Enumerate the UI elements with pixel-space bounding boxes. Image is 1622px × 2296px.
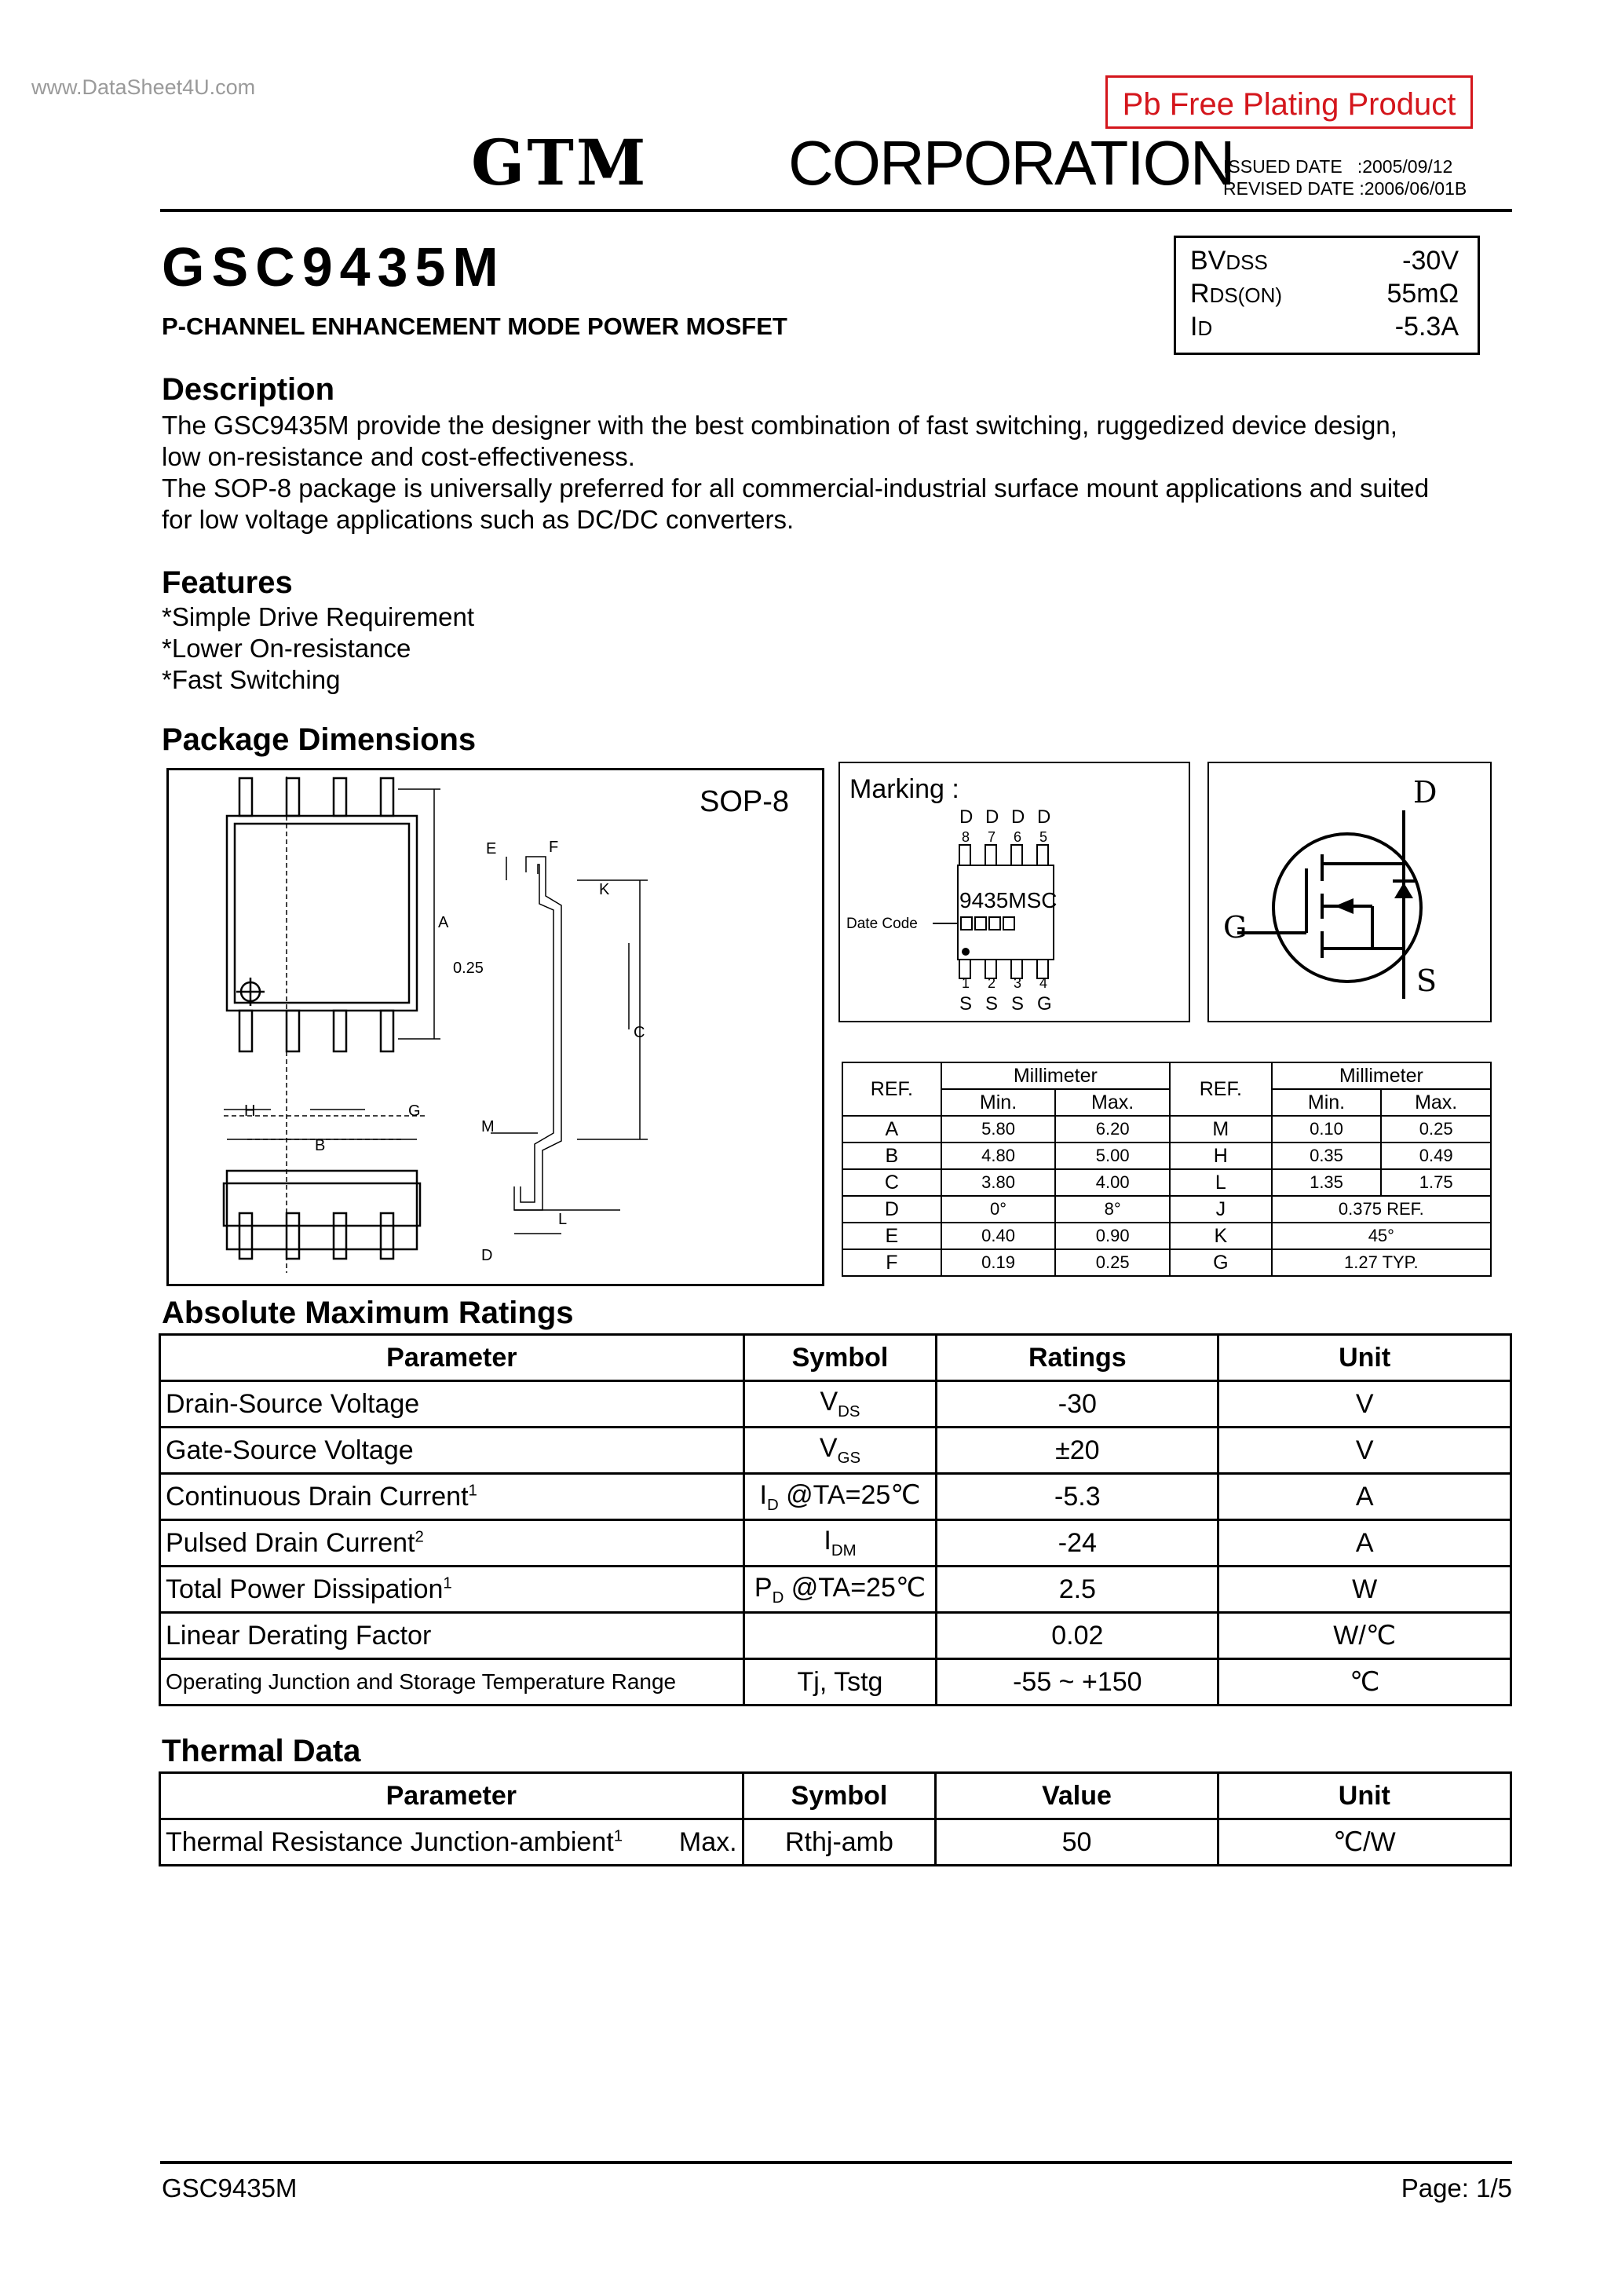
marking-box (838, 762, 1190, 1022)
footer-rule (160, 2161, 1512, 2164)
page-number: Page: 1/5 (1401, 2174, 1512, 2203)
header-rule (160, 209, 1512, 212)
thermal-table (159, 1771, 1512, 1866)
part-subtitle: P-CHANNEL ENHANCEMENT MODE POWER MOSFET (162, 313, 787, 340)
marking-code: 9435MSC (959, 888, 1058, 912)
table-row: Pulsed Drain Current$^2$ $I_{DM}$ -24 A (160, 1520, 1511, 1567)
table-row: Drain-Source Voltage $V_{DS}$ -30 V (160, 1381, 1511, 1428)
svg-text:S: S (1416, 963, 1438, 998)
table-row: F 0.19 0.25 G 1.27 TYP. (842, 1249, 1491, 1276)
svg-text:S: S (985, 993, 999, 1015)
svg-text:D: D (481, 1247, 493, 1264)
svg-text:2: 2 (988, 975, 996, 991)
corporation-label: CORPORATION (788, 128, 1234, 198)
svg-text:S: S (1011, 993, 1025, 1015)
svg-text:1: 1 (962, 975, 970, 991)
amr-table (159, 1333, 1512, 1706)
svg-text:B: B (315, 1137, 326, 1154)
spec-row: RDS(ON) 55mΩ (1190, 279, 1459, 309)
part-number: GSC9435M (162, 236, 506, 298)
svg-text:3: 3 (1014, 975, 1022, 991)
pb-free-badge: Pb Free Plating Product (1105, 75, 1473, 129)
description-text: The GSC9435M provide the designer with the best combination of fast switching, ruggedized device design, low on-resistance and cost-effectiveness. The SOP-8 package is universally preferred for all commercial-industrial surface mount applications and suited for low voltage applications such as DC/DC converters. (162, 411, 1430, 534)
table-row: A 5.80 6.20 M 0.10 0.25 (842, 1116, 1491, 1143)
svg-text:D: D (985, 806, 999, 828)
thermal-heading: Thermal Data (162, 1734, 361, 1768)
table-row: Total Power Dissipation$^1$ $P_D$ @TA=25℃ 2.5 W (160, 1567, 1511, 1613)
svg-text:D: D (959, 806, 974, 828)
svg-text:G: G (1223, 910, 1248, 945)
table-row: E 0.40 0.90 K 45° (842, 1223, 1491, 1249)
revised-date: REVISED DATE :2006/06/01B (1223, 178, 1467, 199)
table-row: C 3.80 4.00 L 1.35 1.75 (842, 1169, 1491, 1196)
dimension-table: REF. Millimeter REF. Millimeter Min. Max. Min. Max. A 5.80 6.20 M 0.10 0.25 B 4.80 5.00 H 0.35 0.49 C 3.80 4.00 L 1.35 1.75 D 0° 8° J 0.375 REF. E 0.40 0.90 K 45° F 0.19 0.25 G 1.27 TYP. (842, 1062, 1492, 1277)
svg-text:H: H (244, 1102, 256, 1120)
list-item: *Simple Drive Requirement (162, 602, 474, 631)
svg-text:8: 8 (962, 829, 970, 845)
package-name: SOP-8 (700, 785, 790, 818)
svg-text:Marking :: Marking : (849, 774, 959, 804)
amr-heading: Absolute Maximum Ratings (162, 1296, 574, 1330)
list-item: *Lower On-resistance (162, 634, 411, 663)
svg-text:L: L (558, 1211, 568, 1228)
svg-text:D: D (1413, 775, 1438, 810)
svg-text:G: G (1037, 993, 1052, 1015)
footer-part: GSC9435M (162, 2174, 298, 2203)
mosfet-symbol (1209, 763, 1490, 1021)
features-heading: Features (162, 565, 293, 600)
table-row: Gate-Source Voltage $V_{GS}$ ±20 V (160, 1428, 1511, 1474)
spec-row: BVDSS -30V (1190, 246, 1459, 276)
svg-text:F: F (549, 839, 559, 856)
table-header-row: Parameter Symbol Ratings Unit (160, 1335, 1511, 1381)
svg-text:5: 5 (1039, 829, 1048, 845)
spec-row: ID -5.3A (1190, 312, 1459, 342)
table-header-row: Parameter Symbol Value Unit (160, 1773, 1511, 1819)
svg-text:D: D (1037, 806, 1051, 828)
marking-diagram (840, 763, 1189, 1021)
table-row: B 4.80 5.00 H 0.35 0.49 (842, 1143, 1491, 1169)
svg-text:0.25: 0.25 (453, 960, 484, 977)
watermark: www.DataSheet4U.com (31, 75, 256, 99)
package-outline-diagram (169, 770, 822, 1284)
svg-text:S: S (959, 993, 973, 1015)
table-row: Linear Derating Factor 0.02 W/℃ (160, 1613, 1511, 1659)
list-item: *Fast Switching (162, 665, 341, 694)
svg-text:A: A (438, 914, 449, 931)
svg-text:Date Code: Date Code (846, 916, 918, 932)
table-row: Operating Junction and Storage Temperature Range Tj, Tstg -55 ~ +150 ℃ (160, 1659, 1511, 1706)
features-list (162, 601, 474, 696)
svg-text:C: C (634, 1024, 645, 1041)
svg-text:D: D (1011, 806, 1025, 828)
table-row: Continuous Drain Current$^1$ $I_D$ @TA=25℃ -5.3 A (160, 1474, 1511, 1520)
svg-text:7: 7 (988, 829, 996, 845)
package-drawing (166, 768, 824, 1286)
svg-text:M: M (481, 1118, 495, 1135)
svg-text:K: K (599, 881, 610, 898)
svg-text:G: G (408, 1102, 421, 1120)
issued-date: ISSUED DATE :2005/09/12 (1223, 156, 1453, 177)
key-specs-box (1174, 236, 1480, 355)
description-heading: Description (162, 372, 335, 407)
brand-logo: GTM (471, 126, 648, 199)
table-row: Thermal Resistance Junction-ambient$^1$ Max. Rthj-amb 50 ℃/W (160, 1819, 1511, 1866)
mosfet-symbol-box (1207, 762, 1492, 1022)
svg-text:6: 6 (1014, 829, 1022, 845)
table-row: D 0° 8° J 0.375 REF. (842, 1196, 1491, 1223)
svg-text:E: E (486, 840, 497, 857)
document-dates (1223, 155, 1467, 199)
package-heading: Package Dimensions (162, 722, 477, 757)
svg-text:4: 4 (1039, 975, 1048, 991)
